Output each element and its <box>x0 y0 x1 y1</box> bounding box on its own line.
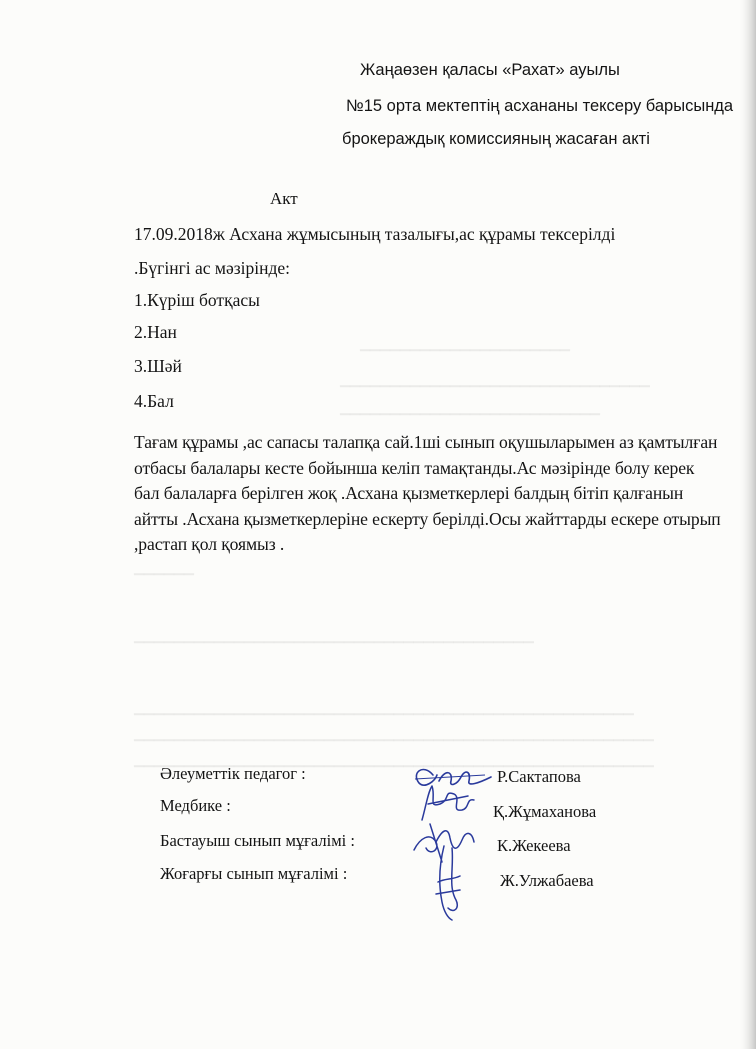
show-through-text: ▁▁▁▁▁▁▁▁▁▁▁▁▁▁▁▁▁▁▁▁▁▁▁▁▁▁▁▁▁▁▁▁▁▁▁▁▁▁▁▁ <box>134 628 534 643</box>
signatory-name: Қ.Жұмаханова <box>493 802 597 821</box>
signatory-role: Бастауыш сынып мұғалімі : <box>160 831 355 850</box>
menu-item: 1.Күріш ботқасы <box>134 290 260 310</box>
show-through-text: ▁▁▁▁▁▁▁▁▁▁▁▁▁▁▁▁▁▁▁▁▁▁▁▁▁▁▁▁▁▁▁▁▁▁▁▁▁▁▁▁▁▁▁▁▁▁▁▁▁▁ <box>134 700 634 715</box>
header-line-2: №15 орта мектептің асхананы тексеру барысында <box>346 97 734 115</box>
menu-item: 3.Шәй <box>134 356 182 376</box>
signatory-role: Жоғарғы сынып мұғалімі : <box>160 864 348 883</box>
signatory-name: Ж.Улжабаева <box>500 871 594 890</box>
signatory-role: Әлеуметтік педагог : <box>160 764 306 783</box>
signatory-name: Р.Сактапова <box>497 767 581 786</box>
signatory-role: Медбике : <box>160 796 231 815</box>
signatory-name: К.Жекеева <box>497 836 571 855</box>
intro-line: 17.09.2018ж Асхана жұмысының тазалығы,ас құрамы тексерілді <box>134 224 616 244</box>
document-title: Акт <box>270 189 298 208</box>
scan-edge-shadow <box>738 0 756 1049</box>
header-line-1: Жаңаөзен қаласы «Рахат» ауылы <box>360 61 620 79</box>
menu-item: 4.Бал <box>134 391 174 411</box>
show-through-text: ▁▁▁▁▁▁▁▁▁▁▁▁▁▁▁▁▁▁▁▁▁▁▁▁▁▁▁▁▁▁▁▁▁▁▁▁▁▁▁▁▁▁▁▁▁▁▁▁▁▁▁▁ <box>134 726 654 741</box>
show-through-text: ▁▁▁▁▁▁▁▁▁▁▁▁▁▁▁▁▁▁▁▁▁▁▁▁▁▁ <box>340 400 600 415</box>
show-through-text: ▁▁▁▁▁▁▁▁▁▁▁▁▁▁▁▁▁▁▁▁▁ <box>360 336 570 351</box>
handwritten-signature <box>430 842 466 924</box>
show-through-text: ▁▁▁▁▁▁▁▁▁▁▁▁▁▁▁▁▁▁▁▁▁▁▁▁▁▁▁▁▁▁▁▁▁▁▁▁▁▁▁▁▁▁▁▁▁▁▁▁▁▁▁▁ <box>134 752 654 767</box>
handwritten-signature <box>410 782 480 824</box>
show-through-text: ▁▁▁▁▁▁ <box>134 560 194 575</box>
menu-heading: .Бүгінгі ас мәзірінде: <box>134 258 291 278</box>
show-through-text: ▁▁▁▁▁▁▁▁▁▁▁▁▁▁▁▁▁▁▁▁▁▁▁▁▁▁▁▁▁▁▁ <box>340 372 650 387</box>
header-line-3: брокераждық комиссияның жасаған акті <box>342 130 650 148</box>
menu-item: 2.Нан <box>134 322 177 342</box>
body-paragraph: Тағам құрамы ,ас сапасы талапқа сай.1ші сынып оқушыларымен аз қамтылған отбасы балалары кесте бойынша келіп тамақтанды.Ас мәзірінде болу керек бал балаларға берілген жоқ .Асхана қызметкерлері балдың бітіп қалғанын айтты .Асхана қызметкерлеріне ескерту берілді.Осы жайттарды ескере отырып ,растап қол қоямыз . <box>134 432 721 554</box>
